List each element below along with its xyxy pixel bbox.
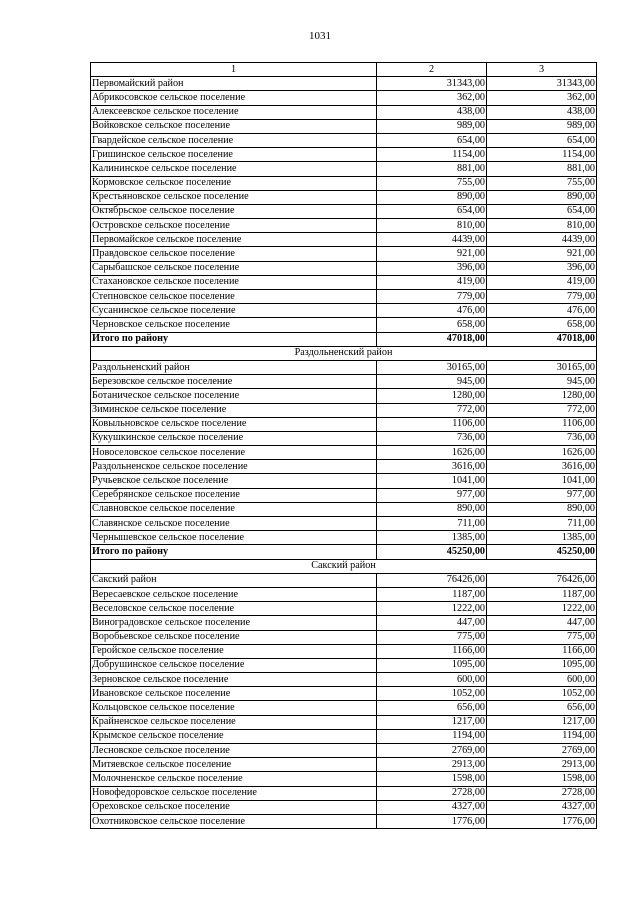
row-value-col2: 977,00 [377, 488, 487, 502]
section-title: Раздольненский район [91, 346, 597, 360]
page-number: 1031 [309, 30, 331, 42]
row-value-col2: 2913,00 [377, 758, 487, 772]
table-row [91, 786, 597, 800]
row-value-col3: 1106,00 [487, 417, 597, 431]
row-name-cell: Виноградовское сельское поселение [91, 616, 377, 630]
row-value-col2: 438,00 [377, 105, 487, 119]
table-row [91, 644, 597, 658]
row-value-col2: 419,00 [377, 275, 487, 289]
section-header-row [91, 559, 597, 573]
row-name-cell: Ореховское сельское поселение [91, 800, 377, 814]
row-name-cell: Правдовское сельское поселение [91, 247, 377, 261]
row-name-cell: Гришинское сельское поселение [91, 148, 377, 162]
row-value-col2: 772,00 [377, 403, 487, 417]
table-row [91, 814, 597, 828]
row-value-col3: 4439,00 [487, 233, 597, 247]
row-value-col3: 3616,00 [487, 460, 597, 474]
row-value-col2: 3616,00 [377, 460, 487, 474]
row-name-cell: Стахановское сельское поселение [91, 275, 377, 289]
column-header-1: 1 [91, 63, 377, 77]
row-value-col3: 1626,00 [487, 446, 597, 460]
row-name-cell: Островское сельское поселение [91, 219, 377, 233]
row-name-cell: Калининское сельское поселение [91, 162, 377, 176]
row-value-col2: 1217,00 [377, 715, 487, 729]
table-row [91, 77, 597, 91]
table-row [91, 360, 597, 374]
row-value-col2: 656,00 [377, 701, 487, 715]
row-value-col2: 890,00 [377, 502, 487, 516]
table-row [91, 162, 597, 176]
row-value-col2: 47018,00 [377, 332, 487, 346]
row-name-cell: Крестьяновское сельское поселение [91, 190, 377, 204]
row-name-cell: Октябрьское сельское поселение [91, 204, 377, 218]
row-name-cell: Славновское сельское поселение [91, 502, 377, 516]
row-value-col3: 654,00 [487, 204, 597, 218]
row-name-cell: Митяевское сельское поселение [91, 758, 377, 772]
table-row [91, 630, 597, 644]
table-row [91, 190, 597, 204]
row-value-col3: 1041,00 [487, 474, 597, 488]
row-value-col3: 736,00 [487, 431, 597, 445]
row-name-cell: Раздольненский район [91, 360, 377, 374]
row-value-col3: 47018,00 [487, 332, 597, 346]
row-value-col2: 890,00 [377, 190, 487, 204]
table-row [91, 758, 597, 772]
row-name-cell: Кормовское сельское поселение [91, 176, 377, 190]
row-value-col2: 447,00 [377, 616, 487, 630]
row-name-cell: Крымское сельское поселение [91, 729, 377, 743]
table-row [91, 715, 597, 729]
row-value-col3: 4327,00 [487, 800, 597, 814]
budget-table [90, 62, 597, 829]
row-value-col3: 447,00 [487, 616, 597, 630]
row-value-col3: 30165,00 [487, 360, 597, 374]
row-value-col2: 1598,00 [377, 772, 487, 786]
table-row [91, 247, 597, 261]
row-value-col2: 755,00 [377, 176, 487, 190]
row-value-col2: 1776,00 [377, 814, 487, 828]
row-name-cell: Лесновское сельское поселение [91, 744, 377, 758]
row-name-cell: Ивановское сельское поселение [91, 687, 377, 701]
table-row [91, 800, 597, 814]
row-value-col2: 810,00 [377, 219, 487, 233]
table-row [91, 91, 597, 105]
table-body [91, 77, 597, 829]
row-value-col2: 2769,00 [377, 744, 487, 758]
row-name-cell: Сакский район [91, 573, 377, 587]
row-value-col2: 4327,00 [377, 800, 487, 814]
row-value-col2: 1280,00 [377, 389, 487, 403]
table-row [91, 133, 597, 147]
table-row [91, 204, 597, 218]
row-value-col2: 881,00 [377, 162, 487, 176]
row-value-col2: 989,00 [377, 119, 487, 133]
row-name-cell: Крайненское сельское поселение [91, 715, 377, 729]
row-value-col3: 419,00 [487, 275, 597, 289]
table-row [91, 275, 597, 289]
table-row [91, 772, 597, 786]
table-row [91, 290, 597, 304]
row-name-cell: Раздольненское сельское поселение [91, 460, 377, 474]
table-row [91, 403, 597, 417]
row-value-col2: 654,00 [377, 133, 487, 147]
row-name-cell: Новофедоровское сельское поселение [91, 786, 377, 800]
table-row [91, 701, 597, 715]
table-row [91, 389, 597, 403]
row-value-col3: 772,00 [487, 403, 597, 417]
row-value-col3: 2769,00 [487, 744, 597, 758]
row-value-col3: 396,00 [487, 261, 597, 275]
row-value-col3: 362,00 [487, 91, 597, 105]
total-row [91, 545, 597, 559]
row-value-col3: 989,00 [487, 119, 597, 133]
row-name-cell: Веселовское сельское поселение [91, 602, 377, 616]
row-name-cell: Чернышевское сельское поселение [91, 531, 377, 545]
row-value-col3: 1194,00 [487, 729, 597, 743]
table-row [91, 687, 597, 701]
row-value-col3: 1154,00 [487, 148, 597, 162]
row-value-col2: 779,00 [377, 290, 487, 304]
row-value-col2: 362,00 [377, 91, 487, 105]
row-value-col3: 2728,00 [487, 786, 597, 800]
row-name-cell: Войковское сельское поселение [91, 119, 377, 133]
row-value-col3: 921,00 [487, 247, 597, 261]
row-name-cell: Добрушинское сельское поселение [91, 658, 377, 672]
row-value-col3: 755,00 [487, 176, 597, 190]
row-value-col2: 4439,00 [377, 233, 487, 247]
row-value-col3: 1052,00 [487, 687, 597, 701]
table-row [91, 318, 597, 332]
table-row [91, 417, 597, 431]
row-value-col2: 76426,00 [377, 573, 487, 587]
table-row [91, 375, 597, 389]
row-name-cell: Итого по району [91, 332, 377, 346]
row-name-cell: Первомайский район [91, 77, 377, 91]
row-value-col2: 1385,00 [377, 531, 487, 545]
row-name-cell: Березовское сельское поселение [91, 375, 377, 389]
row-value-col2: 1194,00 [377, 729, 487, 743]
row-value-col3: 600,00 [487, 673, 597, 687]
row-name-cell: Зиминское сельское поселение [91, 403, 377, 417]
row-value-col2: 45250,00 [377, 545, 487, 559]
row-name-cell: Кольцовское сельское поселение [91, 701, 377, 715]
row-value-col2: 1187,00 [377, 587, 487, 601]
table-row [91, 488, 597, 502]
row-value-col3: 1095,00 [487, 658, 597, 672]
table-row [91, 531, 597, 545]
table-row [91, 474, 597, 488]
row-value-col3: 31343,00 [487, 77, 597, 91]
row-value-col3: 779,00 [487, 290, 597, 304]
row-value-col2: 654,00 [377, 204, 487, 218]
row-value-col3: 890,00 [487, 190, 597, 204]
row-name-cell: Геройское сельское поселение [91, 644, 377, 658]
row-value-col3: 977,00 [487, 488, 597, 502]
table-row [91, 446, 597, 460]
row-name-cell: Алексеевское сельское поселение [91, 105, 377, 119]
table-row [91, 105, 597, 119]
row-value-col2: 476,00 [377, 304, 487, 318]
table-row [91, 233, 597, 247]
row-value-col3: 810,00 [487, 219, 597, 233]
table-row [91, 587, 597, 601]
table-row [91, 502, 597, 516]
table-row [91, 119, 597, 133]
row-value-col2: 1041,00 [377, 474, 487, 488]
row-value-col3: 45250,00 [487, 545, 597, 559]
row-value-col3: 1598,00 [487, 772, 597, 786]
table-header-row [91, 63, 597, 77]
row-value-col3: 945,00 [487, 375, 597, 389]
table-row [91, 616, 597, 630]
row-value-col2: 31343,00 [377, 77, 487, 91]
row-value-col2: 1166,00 [377, 644, 487, 658]
row-value-col3: 1280,00 [487, 389, 597, 403]
row-value-col2: 711,00 [377, 517, 487, 531]
row-name-cell: Ботаническое сельское поселение [91, 389, 377, 403]
row-name-cell: Серебрянское сельское поселение [91, 488, 377, 502]
table-row [91, 744, 597, 758]
row-name-cell: Первомайское сельское поселение [91, 233, 377, 247]
row-value-col2: 921,00 [377, 247, 487, 261]
row-value-col3: 1776,00 [487, 814, 597, 828]
row-name-cell: Ручьевское сельское поселение [91, 474, 377, 488]
table-row [91, 673, 597, 687]
row-name-cell: Черновское сельское поселение [91, 318, 377, 332]
row-name-cell: Зерновское сельское поселение [91, 673, 377, 687]
table-row [91, 602, 597, 616]
row-name-cell: Молочненское сельское поселение [91, 772, 377, 786]
row-value-col2: 736,00 [377, 431, 487, 445]
row-value-col3: 656,00 [487, 701, 597, 715]
row-name-cell: Степновское сельское поселение [91, 290, 377, 304]
row-value-col2: 1626,00 [377, 446, 487, 460]
table-row [91, 460, 597, 474]
row-value-col2: 1106,00 [377, 417, 487, 431]
row-value-col2: 396,00 [377, 261, 487, 275]
row-name-cell: Воробьевское сельское поселение [91, 630, 377, 644]
table-row [91, 261, 597, 275]
row-value-col3: 1187,00 [487, 587, 597, 601]
row-name-cell: Сарыбашское сельское поселение [91, 261, 377, 275]
row-value-col3: 890,00 [487, 502, 597, 516]
row-name-cell: Вересаевское сельское поселение [91, 587, 377, 601]
row-value-col3: 658,00 [487, 318, 597, 332]
row-value-col2: 600,00 [377, 673, 487, 687]
row-name-cell: Итого по району [91, 545, 377, 559]
row-value-col3: 881,00 [487, 162, 597, 176]
table-row [91, 517, 597, 531]
row-value-col2: 1095,00 [377, 658, 487, 672]
table-row [91, 148, 597, 162]
row-value-col2: 1052,00 [377, 687, 487, 701]
table-row [91, 573, 597, 587]
row-name-cell: Кукушкинское сельское поселение [91, 431, 377, 445]
row-value-col3: 711,00 [487, 517, 597, 531]
row-name-cell: Новоселовское сельское поселение [91, 446, 377, 460]
table-row [91, 219, 597, 233]
row-value-col3: 476,00 [487, 304, 597, 318]
row-value-col2: 658,00 [377, 318, 487, 332]
table-row [91, 729, 597, 743]
row-name-cell: Гвардейское сельское поселение [91, 133, 377, 147]
table-row [91, 431, 597, 445]
column-header-2: 2 [377, 63, 487, 77]
row-value-col2: 1222,00 [377, 602, 487, 616]
row-value-col2: 30165,00 [377, 360, 487, 374]
row-value-col3: 1222,00 [487, 602, 597, 616]
row-name-cell: Славянское сельское поселение [91, 517, 377, 531]
table-row [91, 658, 597, 672]
section-header-row [91, 346, 597, 360]
total-row [91, 332, 597, 346]
row-value-col3: 76426,00 [487, 573, 597, 587]
row-value-col3: 1217,00 [487, 715, 597, 729]
table-row [91, 304, 597, 318]
row-value-col3: 775,00 [487, 630, 597, 644]
row-value-col3: 2913,00 [487, 758, 597, 772]
row-value-col3: 1166,00 [487, 644, 597, 658]
row-value-col3: 1385,00 [487, 531, 597, 545]
section-title: Сакский район [91, 559, 597, 573]
row-name-cell: Охотниковское сельское поселение [91, 814, 377, 828]
row-name-cell: Сусанинское сельское поселение [91, 304, 377, 318]
row-value-col2: 775,00 [377, 630, 487, 644]
row-name-cell: Абрикосовское сельское поселение [91, 91, 377, 105]
column-header-3: 3 [487, 63, 597, 77]
row-value-col3: 654,00 [487, 133, 597, 147]
row-name-cell: Ковыльновское сельское поселение [91, 417, 377, 431]
row-value-col2: 2728,00 [377, 786, 487, 800]
row-value-col3: 438,00 [487, 105, 597, 119]
row-value-col2: 945,00 [377, 375, 487, 389]
row-value-col2: 1154,00 [377, 148, 487, 162]
table-row [91, 176, 597, 190]
